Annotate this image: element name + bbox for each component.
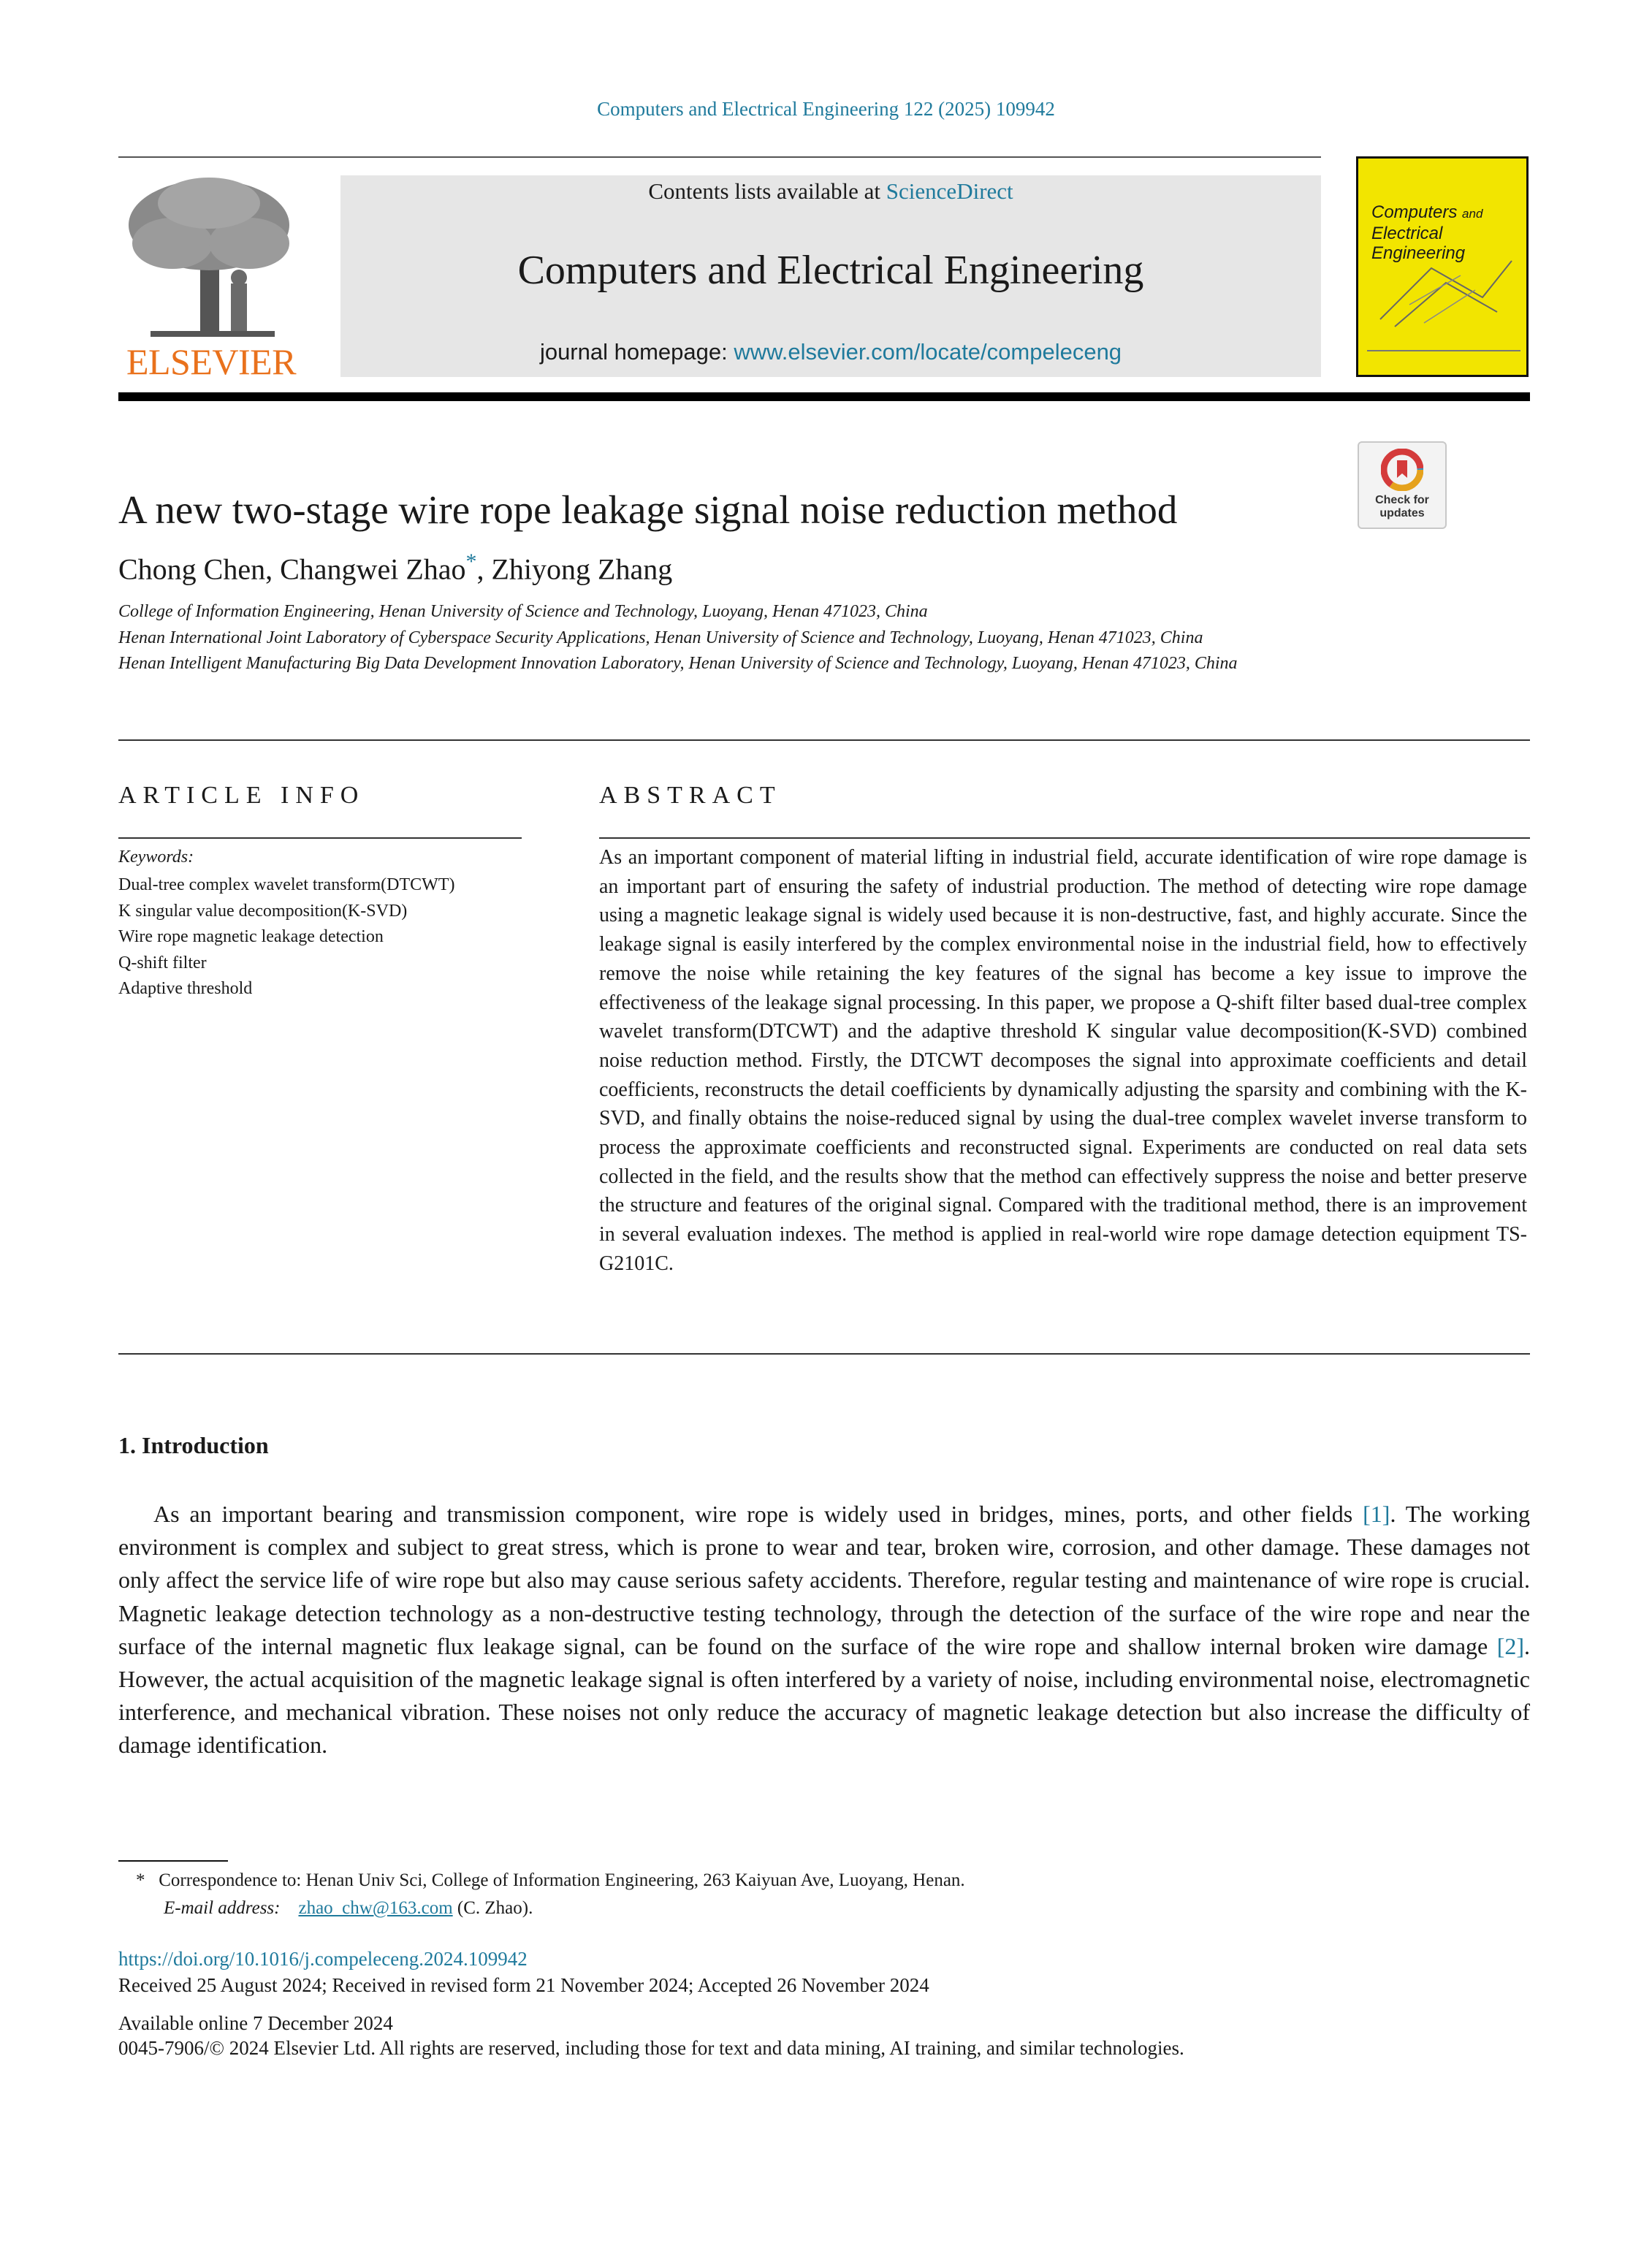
- keyword-item[interactable]: Dual-tree complex wavelet transform(DTCWT): [118, 875, 455, 894]
- abstract-heading: ABSTRACT: [599, 782, 782, 809]
- correspondence-footnote: [136, 1870, 965, 1891]
- abstract-body: As an important component of material lifting in industrial field, accurate identification of wire rope damage is an important part of ensuring the safety of industrial production. The method of detecting wire rope damage using a magnetic leakage signal is widely used because it is non-destructive, fast, and highly accurate. Since the leakage signal is easily interfered by the complex environmental noise in the industrial field, how to effectively remove the noise while retaining the key features of the signal has become a key issue to improve the effectiveness of the leakage signal processing. In this paper, we propose a Q-shift filter based dual-tree complex wavelet transform(DTCWT) and the adaptive threshold K singular value decomposition(K-SVD) combined noise reduction method. Firstly, the DTCWT decomposes the signal into approximate coefficients and detail coefficients, reconstructs the detail coefficients by dynamically adjusting the sparsity and combining with the K-SVD, and finally obtains the noise-reduced signal by using the dual-tree complex wavelet inverse transform to process the approximate coefficients and reconstructed signal. Experiments are conducted on real data sets collected in the field, and the results show that the method can effectively suppress the noise and better preserve the structure and features of the original signal. Compared with the traditional method, there is an improvement in several evaluation indexes. The method is applied in real-world wire rope damage detection equipment TS-G2101C.: [599, 846, 1527, 1275]
- author-1[interactable]: Chong Chen,: [118, 552, 281, 586]
- check-updates-label: [1359, 494, 1445, 520]
- abstract-divider: [599, 837, 1530, 839]
- contents-line: [340, 178, 1321, 205]
- author-3[interactable]: , Zhiyong Zhang: [476, 552, 673, 586]
- check-updates-line-2: updates: [1379, 507, 1425, 519]
- affiliation-divider: [118, 739, 1530, 741]
- elsevier-wordmark: ELSEVIER: [126, 341, 297, 382]
- footnote-divider: [118, 1860, 228, 1862]
- check-updates-icon: [1381, 449, 1423, 491]
- introduction-paragraph: [118, 1498, 1530, 1762]
- email-footnote: [164, 1898, 533, 1919]
- elsevier-tree-icon: [121, 174, 301, 338]
- cover-illustration: [1373, 254, 1519, 334]
- cover-title-word-3: Electrical Engineering: [1371, 224, 1466, 263]
- citation-link-1[interactable]: [1]: [1363, 1501, 1390, 1527]
- citation-link-2[interactable]: [2]: [1496, 1632, 1524, 1659]
- journal-title: Computers and Electrical Engineering: [517, 248, 1144, 293]
- email-suffix: (C. Zhao).: [452, 1898, 533, 1918]
- affiliation-1: College of Information Engineering, Henan University of Science and Technology, Luoyang, Henan 471023, China: [118, 602, 928, 621]
- header-divider: [118, 156, 1321, 158]
- intro-text-1: As an important bearing and transmission component, wire rope is widely used in bridges, mines, ports, and other fields: [153, 1501, 1363, 1527]
- keyword-item[interactable]: K singular value decomposition(K-SVD): [118, 901, 408, 921]
- author-2[interactable]: Changwei Zhao: [280, 552, 466, 586]
- contents-prefix: Contents lists available at: [648, 178, 886, 204]
- running-header[interactable]: Computers and Electrical Engineering 122 (2025) 109942: [597, 98, 1055, 120]
- keywords-label: Keywords:: [118, 848, 194, 867]
- affiliation-3: Henan Intelligent Manufacturing Big Data Development Innovation Laboratory, Henan University of Science and Technology, Luoyang, Henan 471023, China: [118, 654, 1238, 674]
- homepage-line: [340, 339, 1321, 365]
- affiliations: [118, 599, 1317, 677]
- keyword-item[interactable]: Wire rope magnetic leakage detection: [118, 927, 384, 946]
- affiliation-2: Henan International Joint Laboratory of Cyberspace Security Applications, Henan University of Science and Technology, Luoyang, Henan 471023, China: [118, 628, 1203, 647]
- section-heading-introduction: 1. Introduction: [118, 1432, 269, 1458]
- doi-link[interactable]: https://doi.org/10.1016/j.compeleceng.2024.109942: [118, 1948, 528, 1970]
- journal-cover-thumbnail[interactable]: [1356, 156, 1529, 377]
- article-info-heading: ARTICLE INFO: [118, 782, 365, 809]
- keyword-list: [118, 872, 454, 1002]
- keyword-item[interactable]: Adaptive threshold: [118, 979, 253, 998]
- author-list: [118, 549, 672, 586]
- email-label: E-mail address:: [164, 1898, 281, 1918]
- journal-homepage-link[interactable]: www.elsevier.com/locate/compeleceng: [734, 339, 1122, 365]
- article-info-divider: [118, 837, 522, 839]
- article-title: A new two-stage wire rope leakage signal noise reduction method: [118, 487, 1178, 532]
- abstract-bottom-divider: [118, 1353, 1530, 1355]
- cover-title-word-1: Computers: [1371, 202, 1458, 222]
- corresponding-author-marker[interactable]: *: [465, 549, 477, 574]
- correspondence-text: Correspondence to: Henan Univ Sci, College of Information Engineering, 263 Kaiyuan Ave, Luoyang, Henan.: [159, 1870, 965, 1890]
- author-email-link[interactable]: zhao_chw@163.com: [298, 1898, 453, 1918]
- intro-text-2: . The working environment is complex and subject to great stress, which is prone to wear and tear, broken wire, corrosion, and other damage. These damages not only affect the service life of wire rope but also may cause serious safety accidents. Therefore, regular testing and maintenance of wire rope is crucial. Magnetic leakage detection technology as a non-destructive testing technology, through the detection of the surface of the wire rope and near the surface of the internal magnetic flux leakage signal, can be found on the surface of the wire rope and shallow internal broken wire damage: [118, 1501, 1531, 1659]
- copyright-notice: 0045-7906/© 2024 Elsevier Ltd. All rights are reserved, including those for text and data mining, AI training, and similar technologies.: [118, 2037, 1184, 2059]
- received-dates: Received 25 August 2024; Received in revised form 21 November 2024; Accepted 26 November 2024: [118, 1974, 929, 1996]
- homepage-prefix: journal homepage:: [539, 339, 734, 365]
- publisher-logo[interactable]: [117, 174, 305, 380]
- cover-rule: [1367, 350, 1520, 351]
- sciencedirect-link[interactable]: ScienceDirect: [886, 178, 1013, 204]
- keyword-item[interactable]: Q-shift filter: [118, 953, 207, 972]
- footnote-marker: *: [136, 1870, 145, 1890]
- cover-title-word-2: and: [1462, 207, 1483, 221]
- check-updates-line-1: Check for: [1375, 494, 1429, 506]
- check-for-updates-button[interactable]: [1358, 441, 1447, 529]
- journal-masthead: [340, 175, 1321, 377]
- available-online-date: Available online 7 December 2024: [118, 2012, 393, 2034]
- intro-text-3: . However, the actual acquisition of the magnetic leakage signal is often interfered by a variety of noise, including environmental noise, electromagnetic interference, and mechanical vibration. These noises not only reduce the accuracy of magnetic leakage detection but also increase the difficulty of damage identification.: [118, 1632, 1530, 1759]
- masthead-divider: [118, 392, 1530, 401]
